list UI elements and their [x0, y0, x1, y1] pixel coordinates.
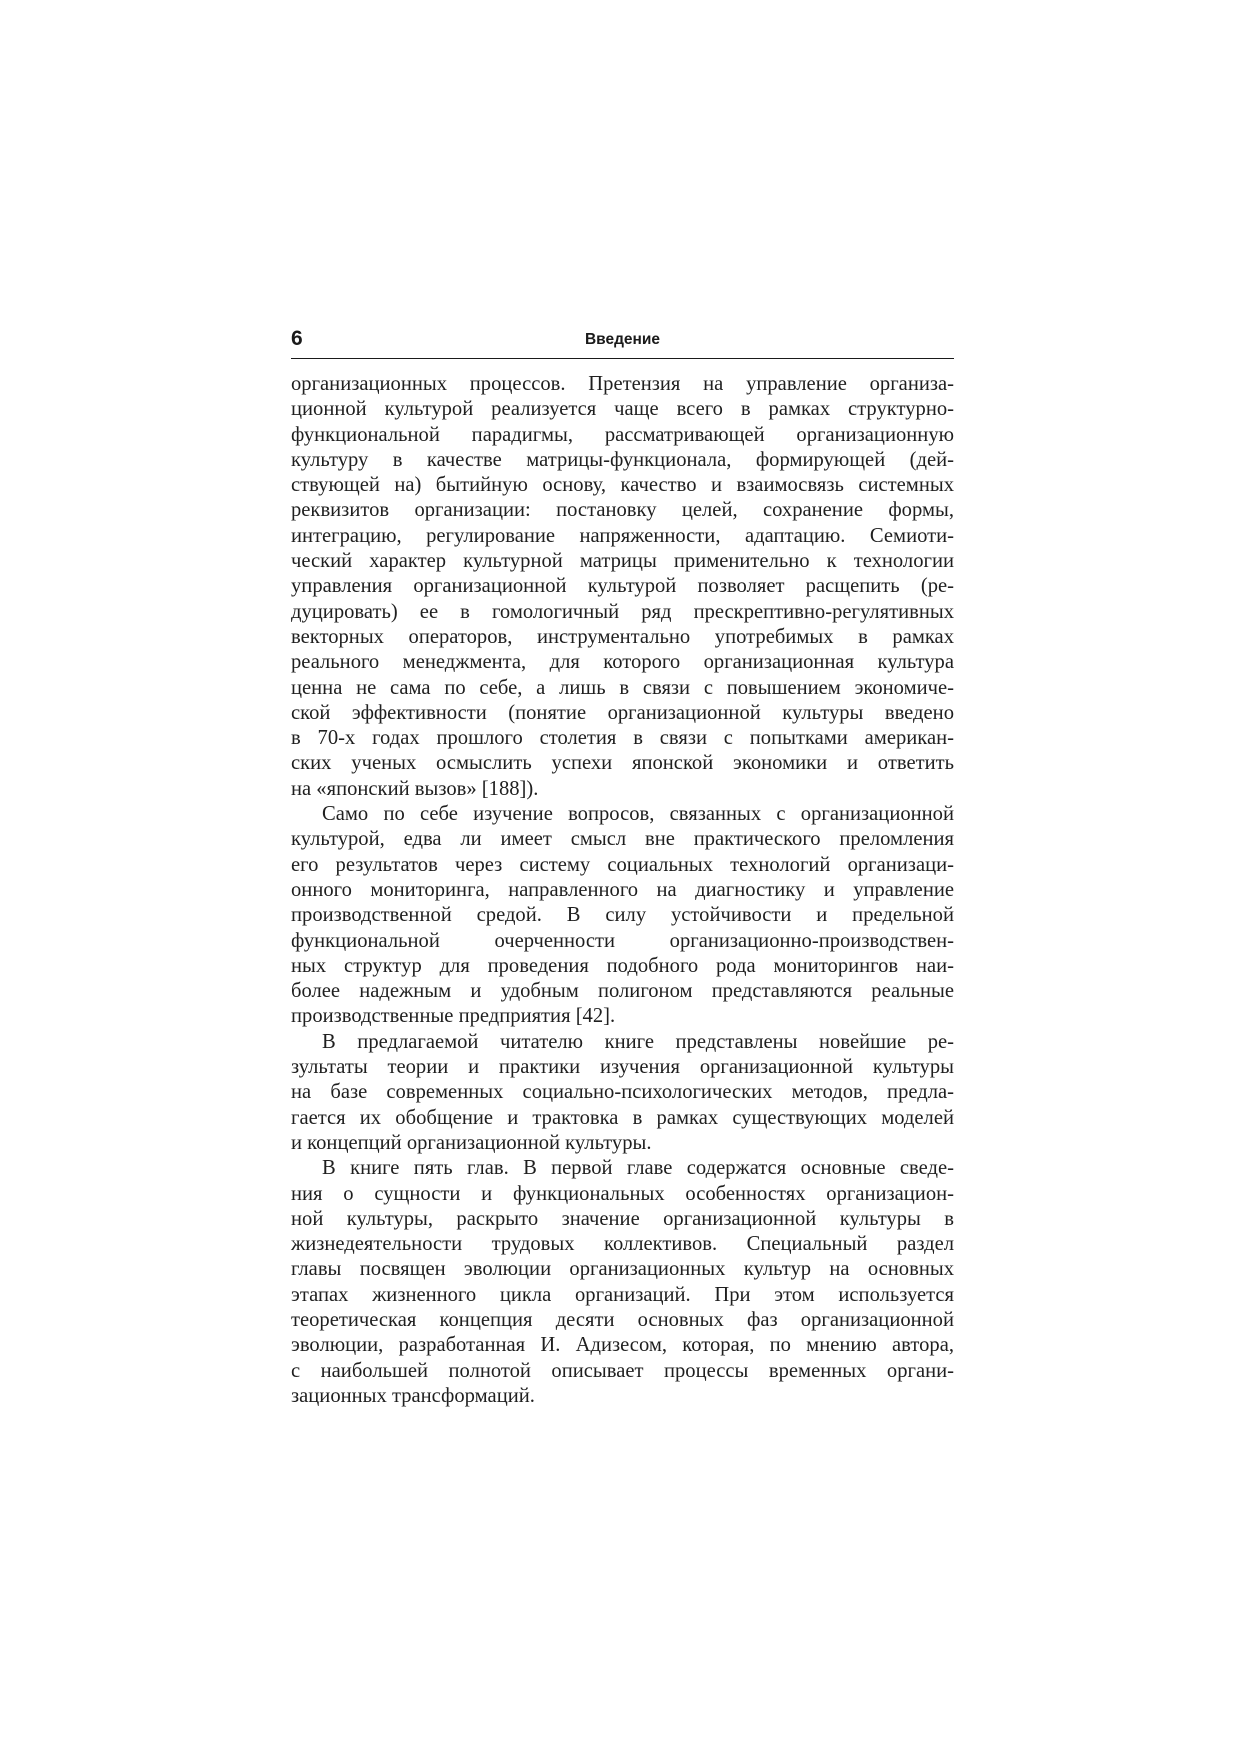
text-line: ния о сущности и функциональных особенностях организацион-	[291, 1182, 954, 1205]
text-line: и концепций организационной культуры.	[291, 1131, 652, 1154]
text-line: функциональной очерченности организационно-производствен-	[291, 929, 954, 952]
text-line: Само по себе изучение вопросов, связанных с организационной	[322, 803, 954, 826]
text-line: этапах жизненного цикла организаций. При этом используется	[291, 1283, 954, 1306]
text-line: ной культуры, раскрыто значение организационной культуры в	[291, 1207, 954, 1230]
text-line: В предлагаемой читателю книге представлены новейшие ре-	[322, 1030, 954, 1053]
text-line: культуру в качестве матрицы-функционала, формирующей (дей-	[291, 448, 954, 471]
paragraph	[291, 1030, 954, 1156]
paragraph	[291, 1156, 954, 1409]
text-line: онного мониторинга, направленного на диагностику и управление	[291, 878, 954, 901]
text-line: его результатов через систему социальных технологий организаци-	[291, 853, 954, 876]
text-line: в 70-х годах прошлого столетия в связи с попытками американ-	[291, 727, 954, 750]
text-line: организационных процессов. Претензия на управление организа-	[291, 373, 954, 395]
text-line: ской эффективности (понятие организационной культуры введено	[291, 701, 954, 724]
text-line: ционной культурой реализуется чаще всего в рамках структурно-	[291, 398, 954, 421]
text-line: главы посвящен эволюции организационных культур на основных	[291, 1258, 954, 1281]
text-line: реквизитов организации: постановку целей, сохранение формы,	[291, 499, 954, 522]
text-line: ских ученых осмыслить успехи японской экономики и ответить	[291, 752, 954, 775]
text-line: зационных трансформаций.	[291, 1384, 535, 1407]
text-line: эволюции, разработанная И. Адизесом, которая, по мнению автора,	[291, 1334, 954, 1357]
text-line: дуцировать) ее в гомологичный ряд прескрептивно-регулятивных	[291, 600, 954, 623]
page-header	[291, 326, 954, 359]
text-line: на базе современных социально-психологических методов, предла-	[291, 1081, 954, 1104]
paragraph	[291, 372, 954, 802]
text-line: жизнедеятельности трудовых коллективов. Специальный раздел	[291, 1233, 954, 1256]
text-line: культурой, едва ли имеет смысл вне практического преломления	[291, 828, 954, 851]
text-line: векторных операторов, инструментально употребимых в рамках	[291, 625, 954, 648]
text-line: ствующей на) бытийную основу, качество и взаимосвязь системных	[291, 474, 954, 497]
text-line: ческий характер культурной матрицы применительно к технологии	[291, 550, 954, 573]
text-line: ных структур для проведения подобного рода мониторингов наи-	[291, 954, 954, 977]
text-line: реального менеджмента, для которого организационная культура	[291, 651, 954, 674]
text-line: ценна не сама по себе, а лишь в связи с повышением экономиче-	[291, 676, 954, 699]
text-line: интеграцию, регулирование напряженности, адаптацию. Семиоти-	[291, 524, 954, 547]
text-line: В книге пять глав. В первой главе содержатся основные сведе-	[322, 1157, 954, 1180]
text-line: теоретическая концепция десяти основных фаз организационной	[291, 1308, 954, 1331]
text-line: более надежным и удобным полигоном представляются реальные	[291, 980, 954, 1003]
body-text	[291, 372, 954, 1409]
text-line: управления организационной культурой позволяет расщепить (ре-	[291, 575, 954, 598]
text-line: зультаты теории и практики изучения организационной культуры	[291, 1056, 954, 1079]
text-line: гается их обобщение и трактовка в рамках существующих моделей	[291, 1106, 954, 1129]
paragraph	[291, 802, 954, 1030]
text-line: с наибольшей полнотой описывает процессы временных органи-	[291, 1359, 954, 1382]
text-line: производственные предприятия [42].	[291, 1005, 616, 1028]
text-line: функциональной парадигмы, рассматривающей организационную	[291, 423, 954, 446]
page-number: 6	[291, 327, 303, 350]
text-line: производственной средой. В силу устойчивости и предельной	[291, 904, 954, 927]
text-line: на «японский вызов» [188]).	[291, 777, 539, 800]
running-head: Введение	[584, 331, 661, 348]
